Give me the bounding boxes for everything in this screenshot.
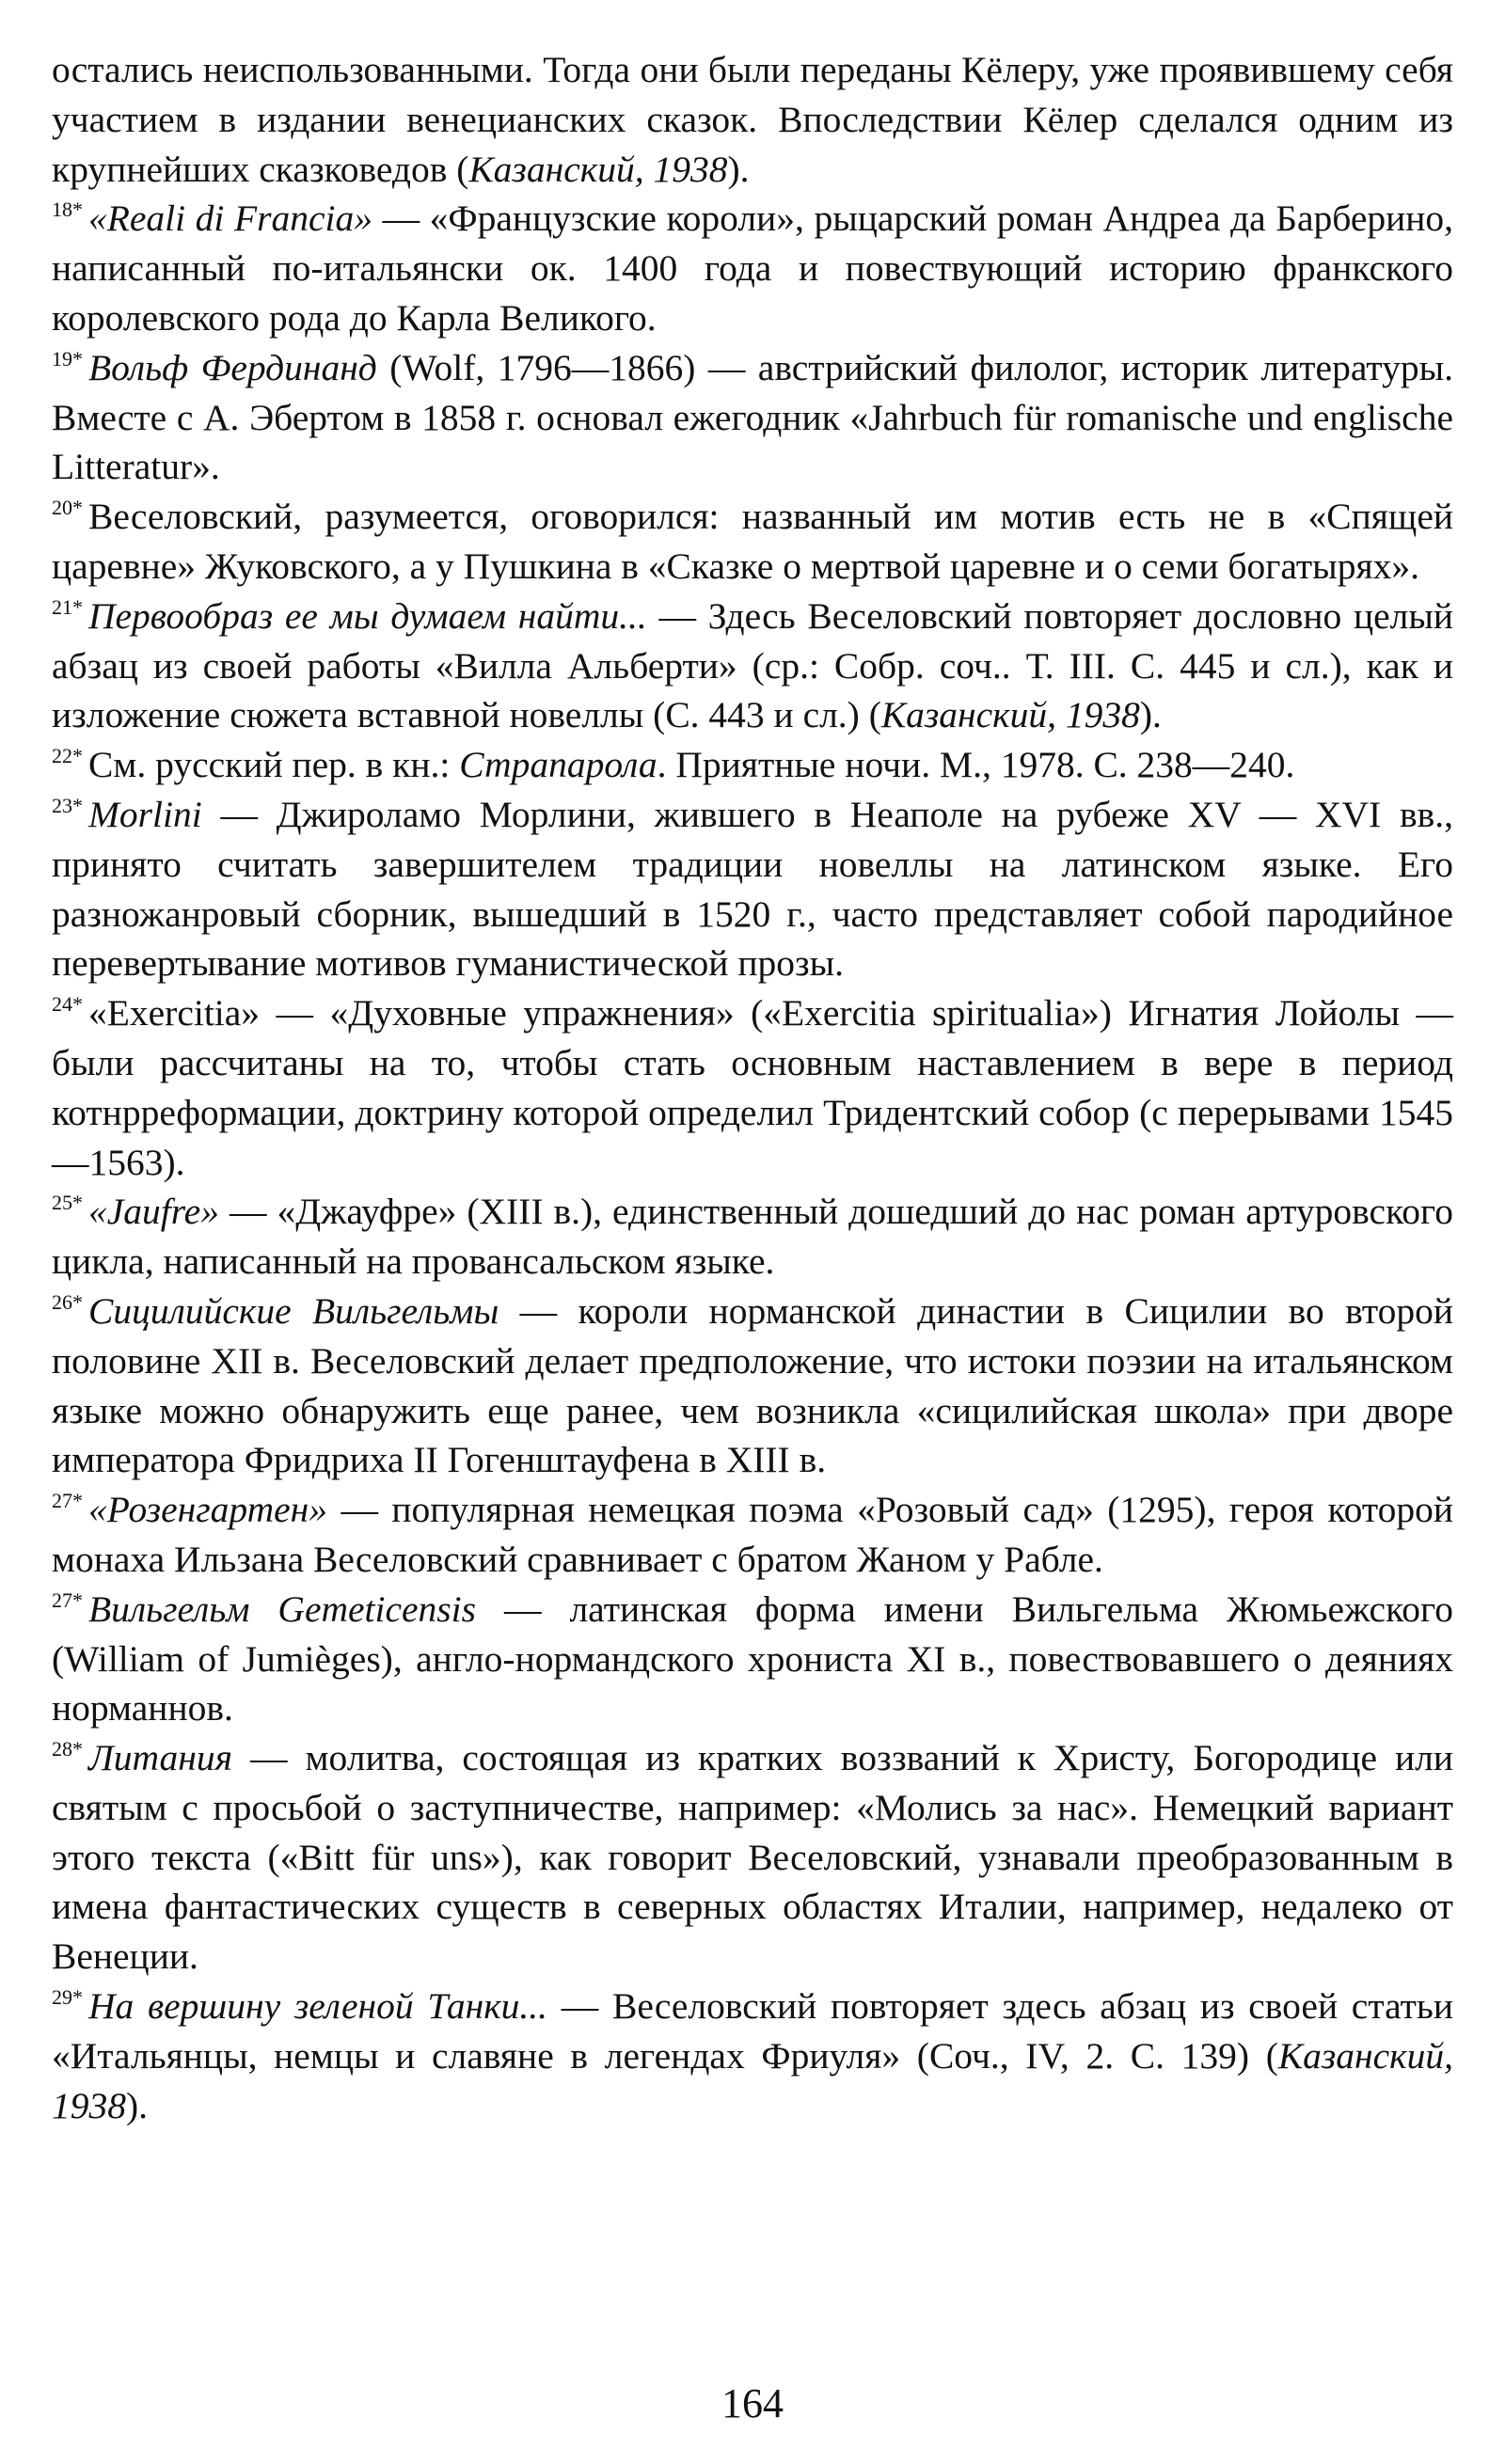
footnote-item [52, 492, 1453, 592]
footnote-number: 26* [52, 1289, 83, 1314]
footnote-body: — Здесь Веселовский повторяет дословно целый абзац из своей работы «Вилла Альберти» (ср.: Собр. соч.. Т. III. С. 445 и сл.), как и изложение сюжета вставной новеллы (С. 443 и сл.) ( [52, 594, 1454, 736]
footnote-number: 20* [52, 496, 83, 520]
footnote-number: 25* [52, 1191, 83, 1215]
footnote-body: — популярная немецкая поэма «Розовый сад» (1295), героя которой монаха Ильзана Веселовский сравнивает с братом Жаном у Рабле. [52, 1489, 1453, 1580]
footnote-item [52, 194, 1453, 342]
footnote-term: Morlini [88, 793, 202, 835]
footnote-body: — молитва, состоящая из кратких воззваний к Христу, Богородице или святым с просьбой о заступничестве, например: «Молись за нас». Немецкий вариант этого текста («Bitt für uns»), как говорит Веселовский, узнавали преобразованным в имена фантастических существ в северных областях Италии, например, недалеко от Венеции. [52, 1737, 1453, 1978]
footnote-tail: . Приятные ночи. М., 1978. С. 238—240. [657, 744, 1295, 786]
intro-paragraph: остались неиспользованными. Тогда они были переданы Кёлеру, уже проявившему себя участием в издании венецианских сказок. Впоследствии Кёлер сделался одним из крупнейших сказковедов (Казанский, 1938). [52, 49, 1453, 190]
footnote-number: 28* [52, 1737, 83, 1761]
footnotes-page [52, 45, 1453, 2130]
footnote-number: 18* [52, 197, 83, 222]
footnote-term: «Reali di Francia» [88, 197, 372, 240]
footnote-term: «Розенгартен» [88, 1489, 328, 1531]
footnote-body: — «Джауфре» (XIII в.), единственный дошедший до нас роман артуровского цикла, написанный на провансальском языке. [52, 1191, 1453, 1283]
footnote-item [52, 740, 1453, 790]
footnote-term: На вершину зеленой Танки... [88, 1985, 548, 2028]
footnote-item [52, 1187, 1453, 1287]
notes-list [52, 194, 1453, 2130]
footnote-reference: Казанский, 1938 [880, 694, 1140, 736]
footnote-item [52, 1287, 1453, 1485]
footnote-term: Вильгельм Gemeticensis [88, 1587, 477, 1630]
footnote-body: — Веселовский повторяет здесь абзац из своей статьи «Итальянцы, немцы и славяне в легендах Фриуля» (Соч., IV, 2. С. 139) ( [52, 1985, 1453, 2077]
footnote-item [52, 343, 1453, 492]
footnote-item [52, 1585, 1453, 1733]
footnote-number: 27* [52, 1587, 83, 1612]
footnote-term: Вольф Фердинанд [88, 346, 377, 388]
footnote-number: 27* [52, 1489, 83, 1513]
footnote-item [52, 988, 1453, 1187]
intro-citation: Казанский, 1938 [468, 148, 728, 190]
intro-text: остались неиспользованными. Тогда они были переданы Кёлеру, уже проявившему себя участием в издании венецианских сказок. Впоследствии Кёлер сделался одним из крупнейших сказковедов ( [52, 49, 1453, 190]
footnote-number: 23* [52, 793, 83, 817]
footnote-item [52, 1982, 1453, 2130]
footnote-tail: ). [126, 2084, 149, 2126]
footnote-term: Первообраз ее мы думаем найти... [88, 594, 647, 637]
footnote-reference: Страпарола [459, 744, 657, 786]
footnote-number: 21* [52, 594, 83, 619]
footnote-number: 24* [52, 992, 83, 1017]
footnote-body: (Wolf, 1796—1866) — австрийский филолог, историк литературы. Вместе с А. Эбертом в 1858 г. основал ежегодник «Jahrbuch für romanische und englische Litteratur». [52, 346, 1453, 488]
footnote-number: 29* [52, 1985, 83, 2010]
footnote-item [52, 790, 1453, 988]
footnote-term: Литания [88, 1737, 232, 1779]
page-number: 164 [721, 2380, 784, 2426]
footnote-body: — Джироламо Морлини, жившего в Неаполе на рубеже XV — XVI вв., принято считать завершителем традиции новеллы на латинском языке. Его разножанровый сборник, вышедший в 1520 г., часто представляет собой пародийное перевертывание мотивов гуманистической прозы. [52, 793, 1453, 985]
footnote-item [52, 592, 1453, 740]
footnote-tail: ). [1139, 694, 1162, 736]
footnote-body: См. русский пер. в кн.: [88, 744, 460, 786]
footnote-number: 22* [52, 744, 83, 768]
footnote-body: — «Французские короли», рыцарский роман Андреа да Барберино, написанный по-итальянски ок. 1400 года и повествующий историю франкского королевского рода до Карла Великого. [52, 197, 1454, 339]
footnote-reference: Казанский, 1938 [52, 2034, 1453, 2126]
footnote-body: — короли норманской династии в Сицилии во второй половине XII в. Веселовский делает предположение, что истоки поэзии на итальянском языке можно обнаружить еще ранее, чем возникла «сицилийская школа» при дворе императора Фридриха II Гогенштауфена в XIII в. [52, 1289, 1453, 1481]
footnote-item [52, 1733, 1453, 1982]
footnote-number: 19* [52, 346, 83, 371]
footnote-body: Веселовский, разумеется, оговорился: названный им мотив есть не в «Спящей царевне» Жуковского, а у Пушкина в «Сказке о мертвой царевне и о семи богатырях». [52, 496, 1453, 587]
footnote-item [52, 1485, 1453, 1585]
footnote-body: — латинская форма имени Вильгельма Жюмьежского (William of Jumièges), англо-нормандского хрониста XI в., повествовавшего о деяниях норманнов. [52, 1587, 1453, 1730]
footnote-term: Сицилийские Вильгельмы [88, 1289, 499, 1332]
footnote-term: «Jaufre» [88, 1191, 219, 1233]
footnote-body: «Exercitia» — «Духовные упражнения» («Exercitia spiritualia») Игнатия Лойолы — были рассчитаны на то, чтобы стать основным наставлением в вере в период котнрреформации, доктрину которой определил Тридентский собор (с перерывами 1545—1563). [52, 992, 1453, 1183]
